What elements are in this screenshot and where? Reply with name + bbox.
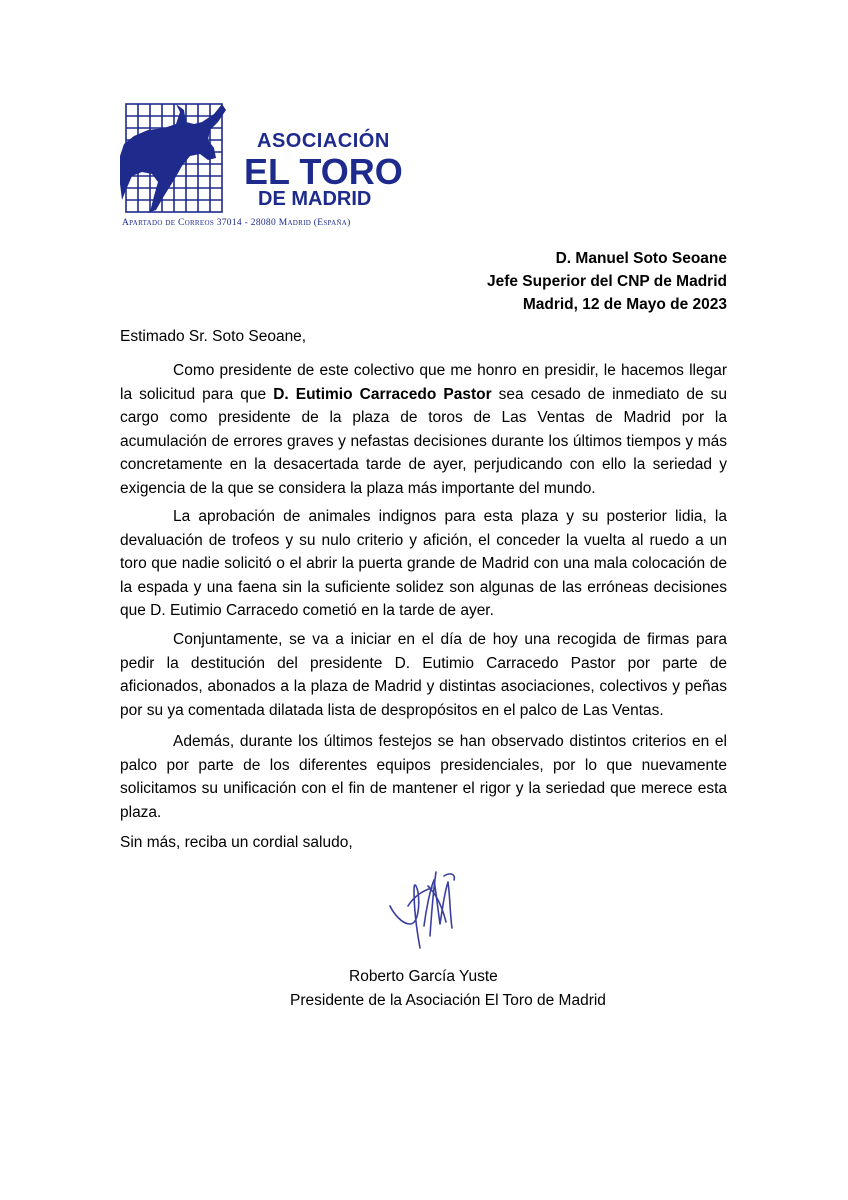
signer-title: Presidente de la Asociación El Toro de Madrid <box>290 992 606 1009</box>
paragraph-1-bold-name: D. Eutimio Carracedo Pastor <box>273 385 492 403</box>
recipient-block <box>487 247 727 316</box>
paragraph-1 <box>120 359 727 500</box>
association-logo <box>118 100 403 235</box>
paragraph-1-rest: sea cesado de inmediato de su cargo como presidente de la plaza de toros de Las Ventas de Madrid por la acumulación de errores graves y nefastas decisiones durante los últimos tiempos y más concretamente en la desacertada tarde de ayer, perjudicando con ello la seriedad y exigencia de la que se considera la plaza más importante del mundo. <box>120 385 728 497</box>
paragraph-2: La aprobación de animales indignos para esta plaza y su posterior lidia, la devaluación de trofeos y su nulo criterio y afición, el conceder la vuelta al ruedo a un toro que nadie solicitó o el abrir la puerta grande de Madrid con una mala colocación de la espada y una faena sin la suficiente solidez son algunas de las erróneas decisiones que D. Eutimio Carracedo cometió en la tarde de ayer. <box>120 508 727 619</box>
place-date: Madrid, 12 de Mayo de 2023 <box>522 296 727 313</box>
recipient-position: Jefe Superior del CNP de Madrid <box>486 273 727 290</box>
org-address: Apartado de Correos 37014 - 28080 Madrid (España) <box>122 218 351 228</box>
paragraph-4: Además, durante los últimos festejos se han observado distintos criterios en el palco por parte de los diferentes equipos presidenciales, por lo que nuevamente solicitamos su unificación con el fin de mantener el rigor y la seriedad que merece esta plaza. <box>120 733 727 821</box>
paragraph-1-intro: Como presidente de este colectivo que me honro en presidir, le hacemos llegar la solicitud para que <box>120 362 727 403</box>
salutation: Estimado Sr. Soto Seoane, <box>120 328 307 345</box>
signer-name: Roberto García Yuste <box>349 968 498 985</box>
org-name-line1: ASOCIACIÓN <box>257 130 390 152</box>
bull-grid-logo-icon <box>118 100 228 218</box>
paragraph-3: Conjuntamente, se va a iniciar en el día de hoy una recogida de firmas para pedir la destitución del presidente D. Eutimio Carracedo Pastor por parte de aficionados, abonados a la plaza de Madrid y distintas asociaciones, colectivos y peñas por su ya comentada dilatada lista de despropósitos en el palco de Las Ventas. <box>120 631 727 719</box>
org-name-line2: EL TORO <box>244 151 403 192</box>
handwritten-signature-icon <box>380 866 480 956</box>
recipient-name: D. Manuel Soto Seoane <box>555 250 727 267</box>
closing-line: Sin más, reciba un cordial saludo, <box>120 834 353 851</box>
org-name-line3: DE MADRID <box>258 188 372 210</box>
